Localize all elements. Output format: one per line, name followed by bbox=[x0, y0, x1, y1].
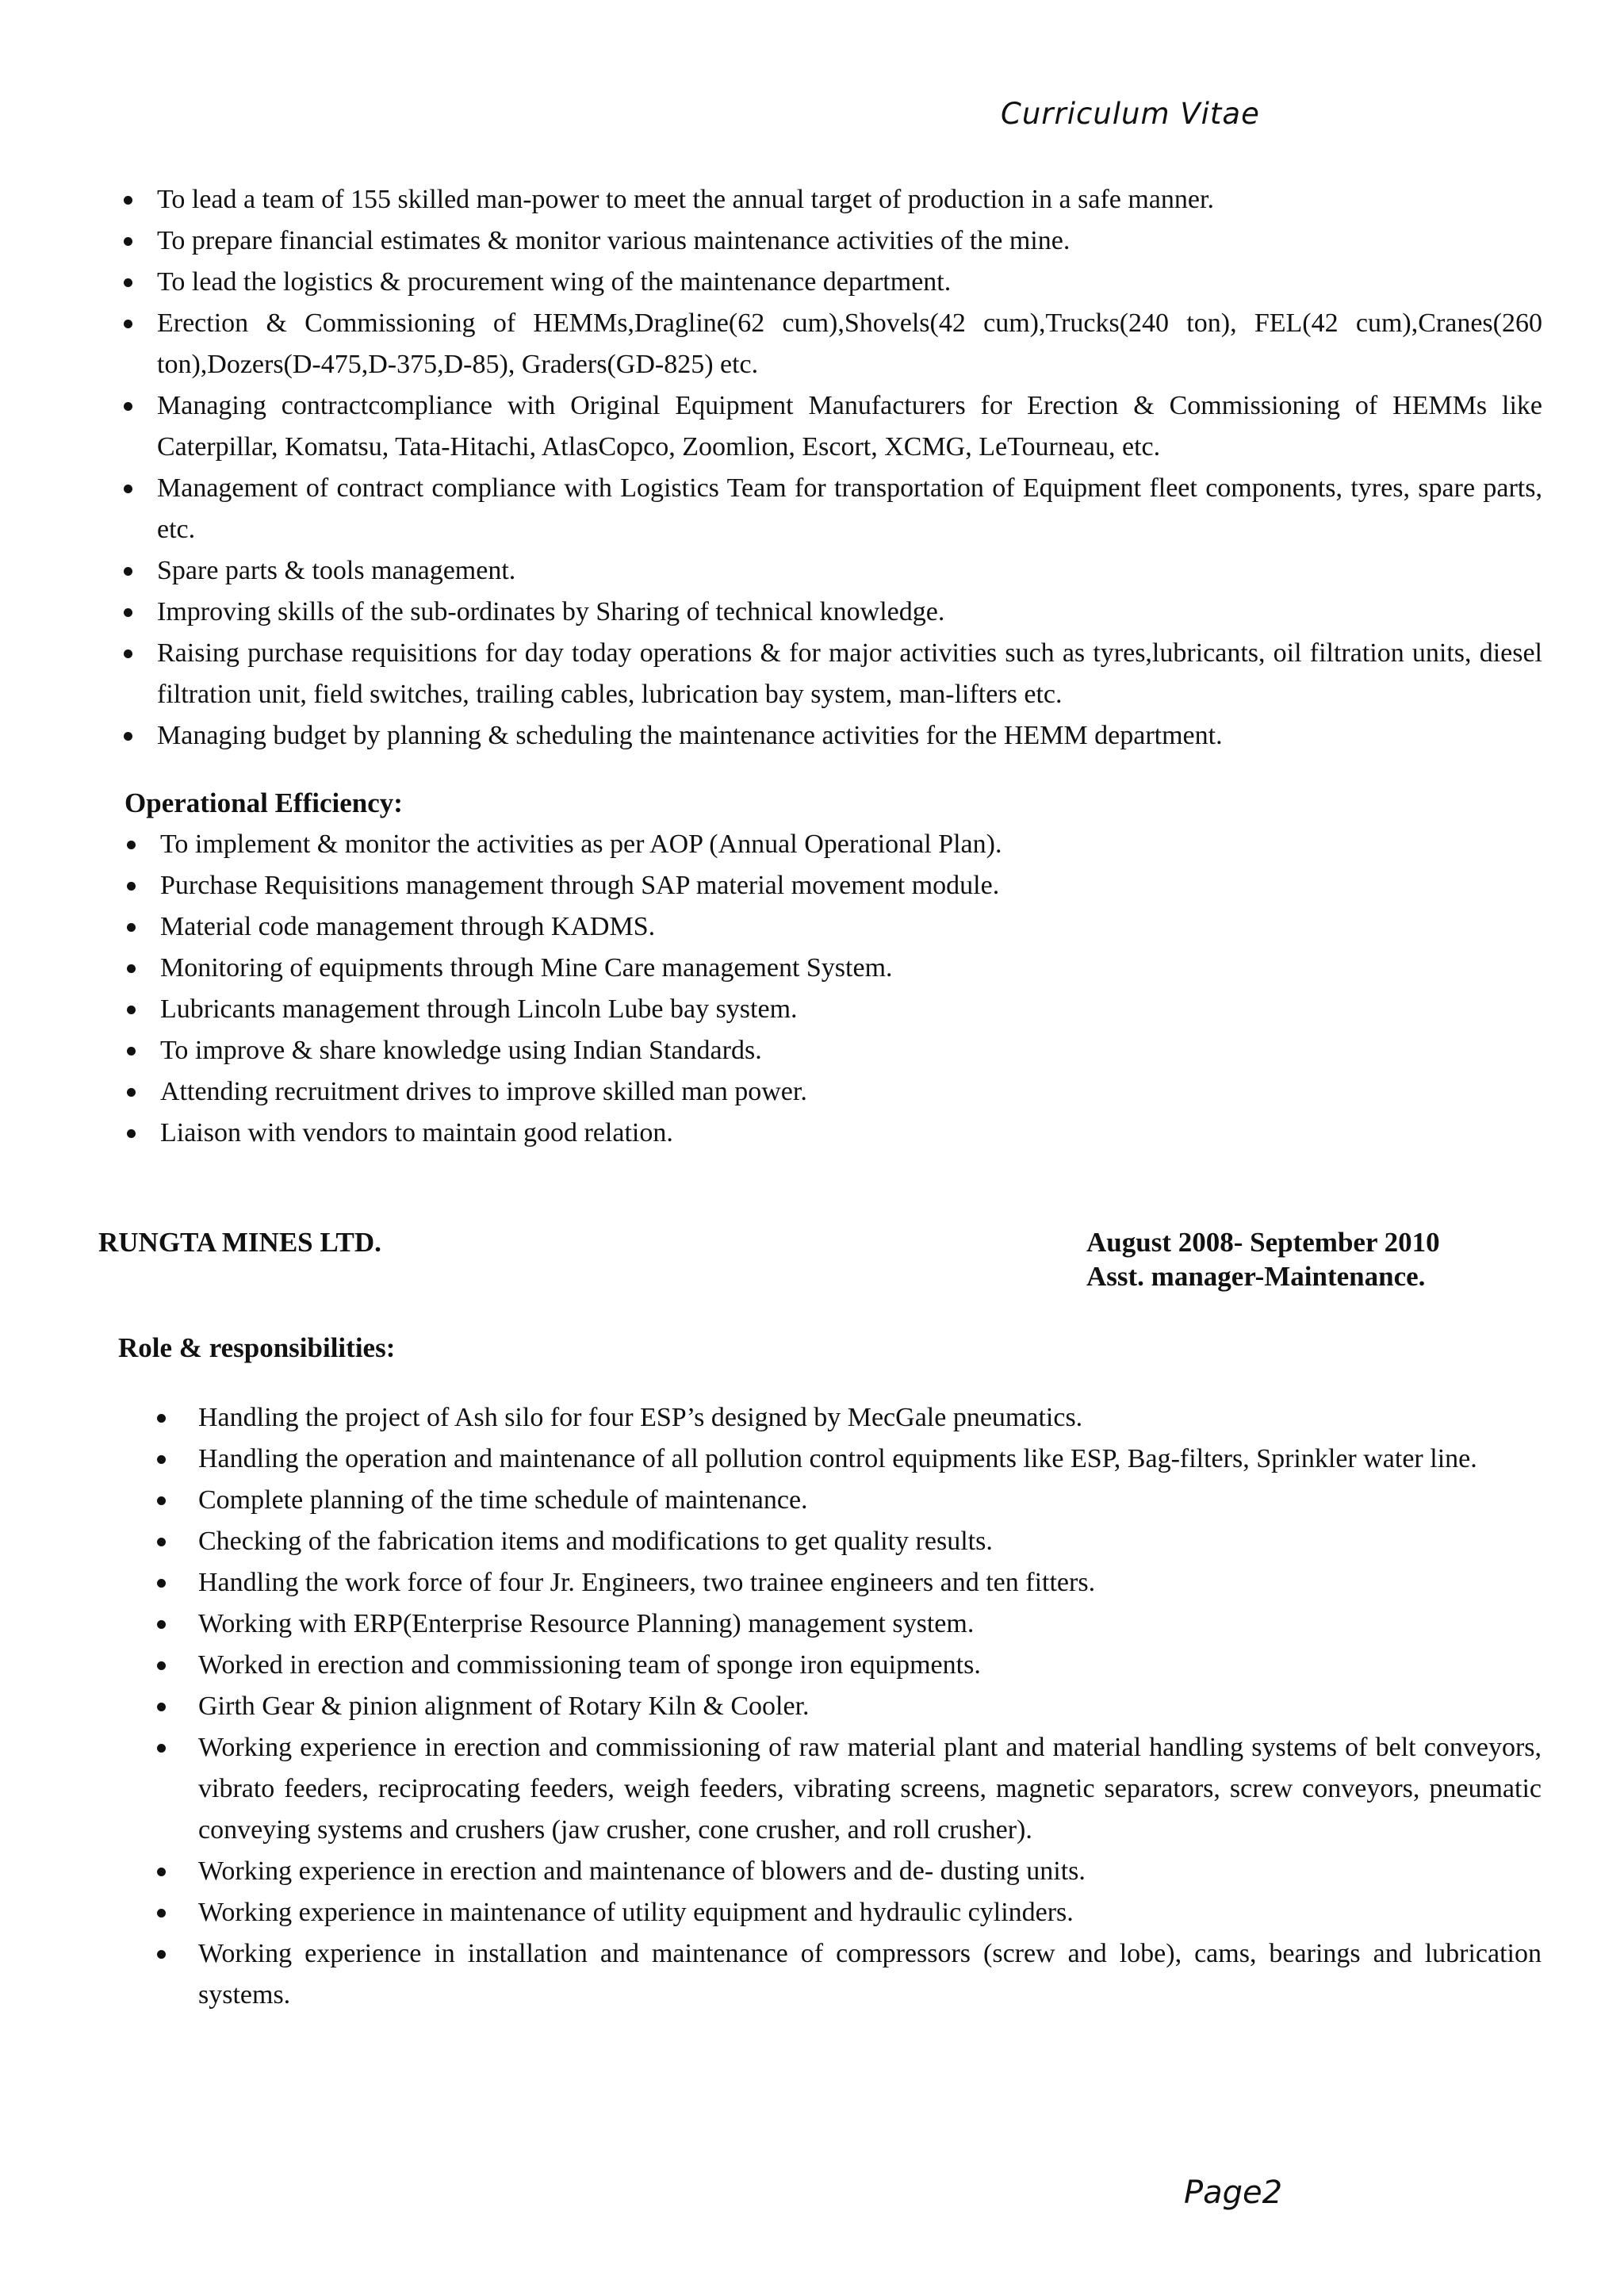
bullet-icon bbox=[157, 1909, 166, 1918]
responsibility-list bbox=[119, 179, 1542, 757]
bullet-icon bbox=[157, 1496, 166, 1505]
list-item bbox=[121, 1071, 1544, 1113]
list-item bbox=[119, 550, 1542, 592]
list-item-text: To lead the logistics & procurement wing of the maintenance department. bbox=[157, 267, 952, 297]
list-item-text: Worked in erection and commissioning team of sponge iron equipments. bbox=[198, 1650, 981, 1680]
list-item bbox=[121, 948, 1544, 989]
bullet-icon bbox=[127, 1006, 136, 1014]
bullet-icon bbox=[124, 237, 132, 246]
list-item bbox=[119, 468, 1542, 550]
list-item-text: Managing budget by planning & scheduling the maintenance activities for the HEMM department. bbox=[157, 721, 1223, 750]
list-item-text: Working experience in erection and commissioning of raw material plant and material handling systems of belt conveyors, vibrato feeders, reciprocating feeders, weigh feeders, vibrating screens, magnetic separators, screw conveyors, pneumatic conveying systems and crushers (jaw crusher, cone crusher, and roll crusher). bbox=[198, 1733, 1542, 1845]
list-item-text: Liaison with vendors to maintain good relation. bbox=[160, 1118, 673, 1148]
list-item bbox=[119, 179, 1542, 220]
bullet-icon bbox=[124, 278, 132, 287]
list-item-text: Purchase Requisitions management through SAP material movement module. bbox=[160, 871, 1000, 900]
bullet-icon bbox=[124, 608, 132, 617]
list-item-text: To prepare financial estimates & monitor various maintenance activities of the mine. bbox=[157, 226, 1071, 255]
bullet-icon bbox=[157, 1579, 166, 1588]
list-item bbox=[119, 220, 1542, 262]
bullet-icon bbox=[124, 320, 132, 328]
list-item-text: Working with ERP(Enterprise Resource Planning) management system. bbox=[198, 1609, 975, 1638]
list-item bbox=[121, 906, 1544, 948]
list-item-text: Handling the work force of four Jr. Engineers, two trainee engineers and ten fitters. bbox=[198, 1568, 1096, 1597]
list-item bbox=[121, 865, 1544, 906]
company-name: RUNGTA MINES LTD. bbox=[98, 1227, 381, 1258]
bullet-icon bbox=[157, 1661, 166, 1670]
list-item-text: Spare parts & tools management. bbox=[157, 556, 516, 585]
list-item bbox=[119, 262, 1542, 303]
list-item bbox=[157, 1397, 1542, 1439]
bullet-icon bbox=[124, 732, 132, 741]
list-item-text: Improving skills of the sub-ordinates by Sharing of technical knowledge. bbox=[157, 597, 945, 626]
list-item bbox=[121, 989, 1544, 1030]
list-item bbox=[157, 1603, 1542, 1645]
list-item bbox=[121, 1030, 1544, 1071]
page-number: Page2 bbox=[1184, 2174, 1283, 2211]
list-item bbox=[119, 303, 1542, 385]
list-item bbox=[121, 1113, 1544, 1154]
bullet-icon bbox=[124, 196, 132, 205]
list-item-text: To lead a team of 155 skilled man-power to meet the annual target of production in a safe manner. bbox=[157, 185, 1214, 214]
bullet-icon bbox=[157, 1414, 166, 1423]
list-item-text: Lubricants management through Lincoln Lube bay system. bbox=[160, 994, 798, 1024]
bullet-icon bbox=[157, 1950, 166, 1959]
bullet-icon bbox=[157, 1744, 166, 1753]
header-title: Curriculum Vitae bbox=[1001, 97, 1260, 131]
list-item-text: Material code management through KADMS. bbox=[160, 912, 656, 941]
list-item-text: Handling the project of Ash silo for four ESP’s designed by MecGale pneumatics. bbox=[198, 1403, 1083, 1432]
list-item-text: Checking of the fabrication items and modifications to get quality results. bbox=[198, 1527, 993, 1556]
list-item bbox=[121, 824, 1544, 865]
operational-efficiency-list bbox=[121, 824, 1544, 1154]
role-responsibilities-list bbox=[157, 1397, 1542, 2016]
list-item bbox=[157, 1645, 1542, 1686]
list-item bbox=[157, 1439, 1542, 1480]
list-item-text: To implement & monitor the activities as per AOP (Annual Operational Plan). bbox=[160, 829, 1002, 859]
operational-efficiency-heading: Operational Efficiency: bbox=[124, 787, 403, 818]
bullet-icon bbox=[127, 923, 136, 932]
list-item bbox=[157, 1727, 1542, 1851]
list-item bbox=[157, 1933, 1542, 2016]
bullet-icon bbox=[127, 1088, 136, 1097]
list-item-text: Erection & Commissioning of HEMMs,Dragline(62 cum),Shovels(42 cum),Trucks(240 ton), FEL(42 cum),Cranes(260 ton),Dozers(D-475,D-375,D-85), Graders(GD-825) etc. bbox=[157, 308, 1542, 379]
bullet-icon bbox=[157, 1703, 166, 1711]
bullet-icon bbox=[157, 1868, 166, 1876]
bullet-icon bbox=[127, 1047, 136, 1056]
list-item bbox=[157, 1562, 1542, 1603]
list-item bbox=[157, 1686, 1542, 1727]
bullet-icon bbox=[127, 882, 136, 891]
list-item-text: Working experience in installation and maintenance of compressors (screw and lobe), cams, bearings and lubrication systems. bbox=[198, 1939, 1542, 2010]
job-position: Asst. manager-Maintenance. bbox=[1086, 1261, 1426, 1292]
bullet-icon bbox=[157, 1538, 166, 1546]
list-item-text: Managing contractcompliance with Original Equipment Manufacturers for Erection & Commissioning of HEMMs like Caterpillar, Komatsu, Tata-Hitachi, AtlasCopco, Zoomlion, Escort, XCMG, LeTourneau, etc. bbox=[157, 391, 1542, 462]
list-item-text: Complete planning of the time schedule of maintenance. bbox=[198, 1485, 808, 1515]
list-item bbox=[119, 385, 1542, 468]
list-item-text: Handling the operation and maintenance of all pollution control equipments like ESP, Bag-filters, Sprinkler water line. bbox=[198, 1444, 1477, 1473]
bullet-icon bbox=[157, 1620, 166, 1629]
list-item bbox=[157, 1480, 1542, 1521]
list-item-text: Working experience in erection and maintenance of blowers and de- dusting units. bbox=[198, 1856, 1086, 1886]
list-item bbox=[157, 1521, 1542, 1562]
list-item-text: Girth Gear & pinion alignment of Rotary Kiln & Cooler. bbox=[198, 1692, 810, 1721]
list-item bbox=[157, 1851, 1542, 1892]
list-item-text: To improve & share knowledge using Indian Standards. bbox=[160, 1036, 762, 1065]
employment-period: August 2008- September 2010 bbox=[1086, 1227, 1440, 1258]
bullet-icon bbox=[124, 567, 132, 576]
bullet-icon bbox=[124, 485, 132, 493]
list-item-text: Monitoring of equipments through Mine Care management System. bbox=[160, 953, 893, 983]
bullet-icon bbox=[127, 841, 136, 849]
list-item-text: Management of contract compliance with Logistics Team for transportation of Equipment fleet components, tyres, spare parts, etc. bbox=[157, 473, 1542, 544]
bullet-icon bbox=[124, 649, 132, 658]
list-item-text: Working experience in maintenance of utility equipment and hydraulic cylinders. bbox=[198, 1898, 1074, 1927]
list-item bbox=[119, 592, 1542, 633]
bullet-icon bbox=[157, 1455, 166, 1464]
bullet-icon bbox=[127, 1129, 136, 1138]
list-item-text: Attending recruitment drives to improve skilled man power. bbox=[160, 1077, 807, 1106]
bullet-icon bbox=[127, 964, 136, 973]
list-item bbox=[119, 633, 1542, 715]
list-item bbox=[157, 1892, 1542, 1933]
list-item bbox=[119, 715, 1542, 757]
role-heading: Role & responsibilities: bbox=[118, 1332, 396, 1363]
list-item-text: Raising purchase requisitions for day today operations & for major activities such as tyres,lubricants, oil filtration units, diesel filtration unit, field switches, trailing cables, lubrication bay system, man-lifters etc. bbox=[157, 638, 1542, 709]
bullet-icon bbox=[124, 402, 132, 411]
